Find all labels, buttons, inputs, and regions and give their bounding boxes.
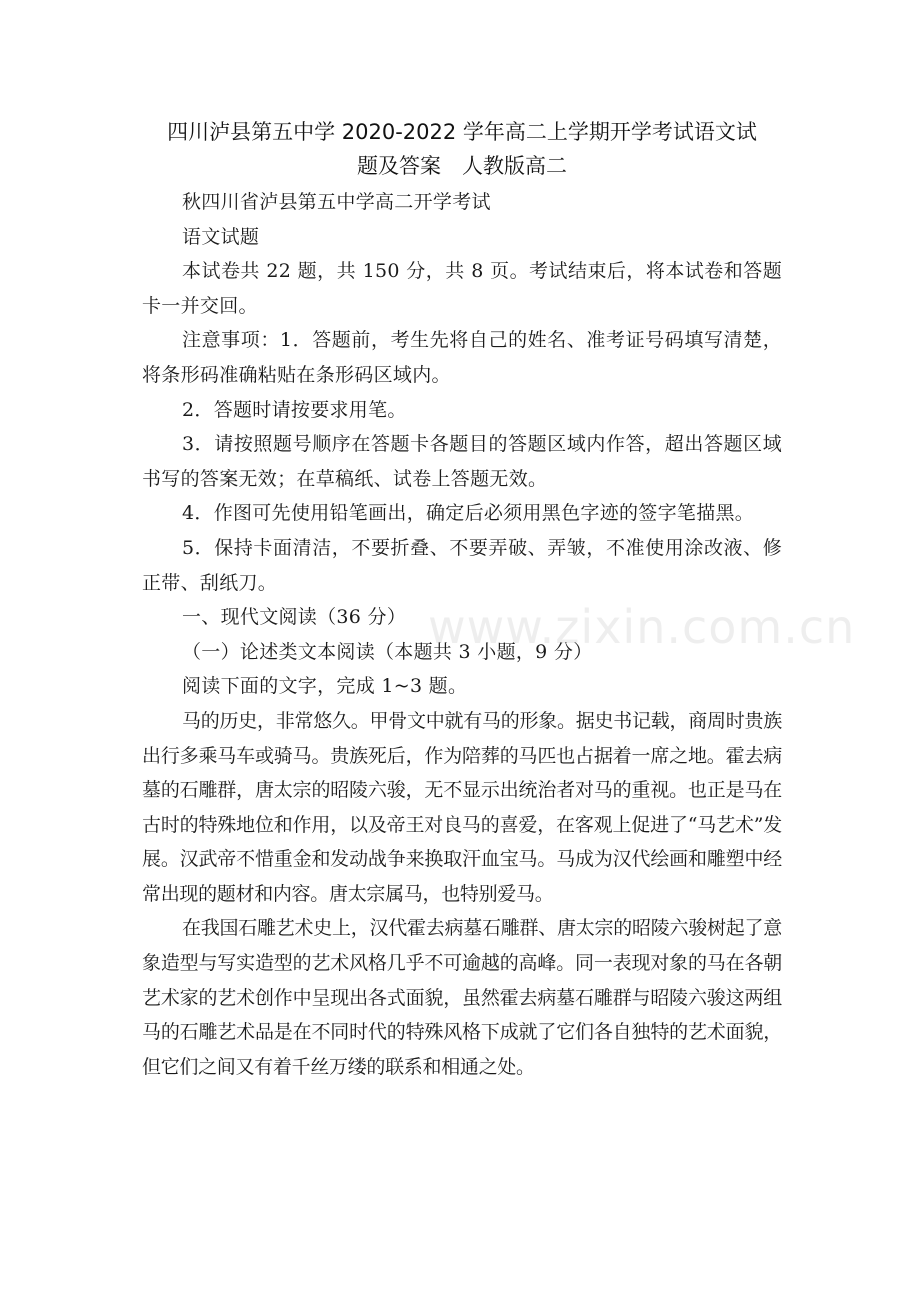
notice-item-5: 5．保持卡面清洁，不要折叠、不要弄破、弄皱，不准使用涂改液、修正带、刮纸刀。 [142, 536, 782, 594]
exam-info-paragraph: 本试卷共 22 题，共 150 分，共 8 页。考试结束后，将本试卷和答题卡一并交回。 [142, 260, 782, 317]
subsection-heading: （一）论述类文本阅读（本题共 3 小题，9 分） [182, 640, 593, 663]
notice-item-4: 4．作图可先使用铅笔画出，确定后必须用黑色字迹的签字笔描黑。 [182, 502, 755, 525]
reading-instruction: 阅读下面的文字，完成 1~3 题。 [182, 675, 468, 698]
title-line-1: 四川泸县第五中学 2020-2022 学年高二上学期开学考试语文试 [167, 120, 757, 144]
notice-item-2: 2．答题时请按要求用笔。 [182, 398, 407, 421]
notice-item-1: 注意事项：1．答题前，考生先将自己的姓名、准考证号码填写清楚，将条形码准确粘贴在条形码区域内。 [142, 329, 782, 386]
watermark: www.zixin.com.cn [428, 600, 856, 654]
body-paragraph-2: 在我国石雕艺术史上，汉代霍去病墓石雕群、唐太宗的昭陵六骏树起了意象造型与写实造型的艺术风格几乎不可逾越的高峰。同一表现对象的马在各朝艺术家的艺术创作中呈现出各式面貌，虽然霍去病墓石雕群与昭陵六骏这两组马的石雕艺术品是在不同时代的特殊风格下成就了它们各自独特的艺术面貌，但它们之间又有着千丝万缕的联系和相通之处。 [142, 917, 782, 1078]
body-paragraph-1: 马的历史，非常悠久。甲骨文中就有马的形象。据史书记载，商周时贵族出行多乘马车或骑马。贵族死后，作为陪葬的马匹也占据着一席之地。霍去病墓的石雕群，唐太宗的昭陵六骏，无不显示出统治者对马的重视。也正是马在古时的特殊地位和作用，以及帝王对良马的喜爱，在客观上促进了“马艺术”发展。汉武帝不惜重金和发动战争来换取汗血宝马。马成为汉代绘画和雕塑中经常出现的题材和内容。唐太宗属马，也特别爱马。 [142, 709, 782, 905]
section-heading: 一、现代文阅读（36 分） [182, 606, 407, 629]
notice-item-3: 3．请按照题号顺序在答题卡各题目的答题区域内作答，超出答题区域书写的答案无效；在草稿纸、试卷上答题无效。 [142, 433, 782, 490]
exam-name: 秋四川省泸县第五中学高二开学考试 [182, 191, 491, 213]
title-line-2: 题及答案 人教版高二 [357, 154, 567, 178]
document-title [142, 115, 782, 183]
subject-heading: 语文试题 [182, 225, 260, 248]
document-page [142, 115, 782, 1084]
